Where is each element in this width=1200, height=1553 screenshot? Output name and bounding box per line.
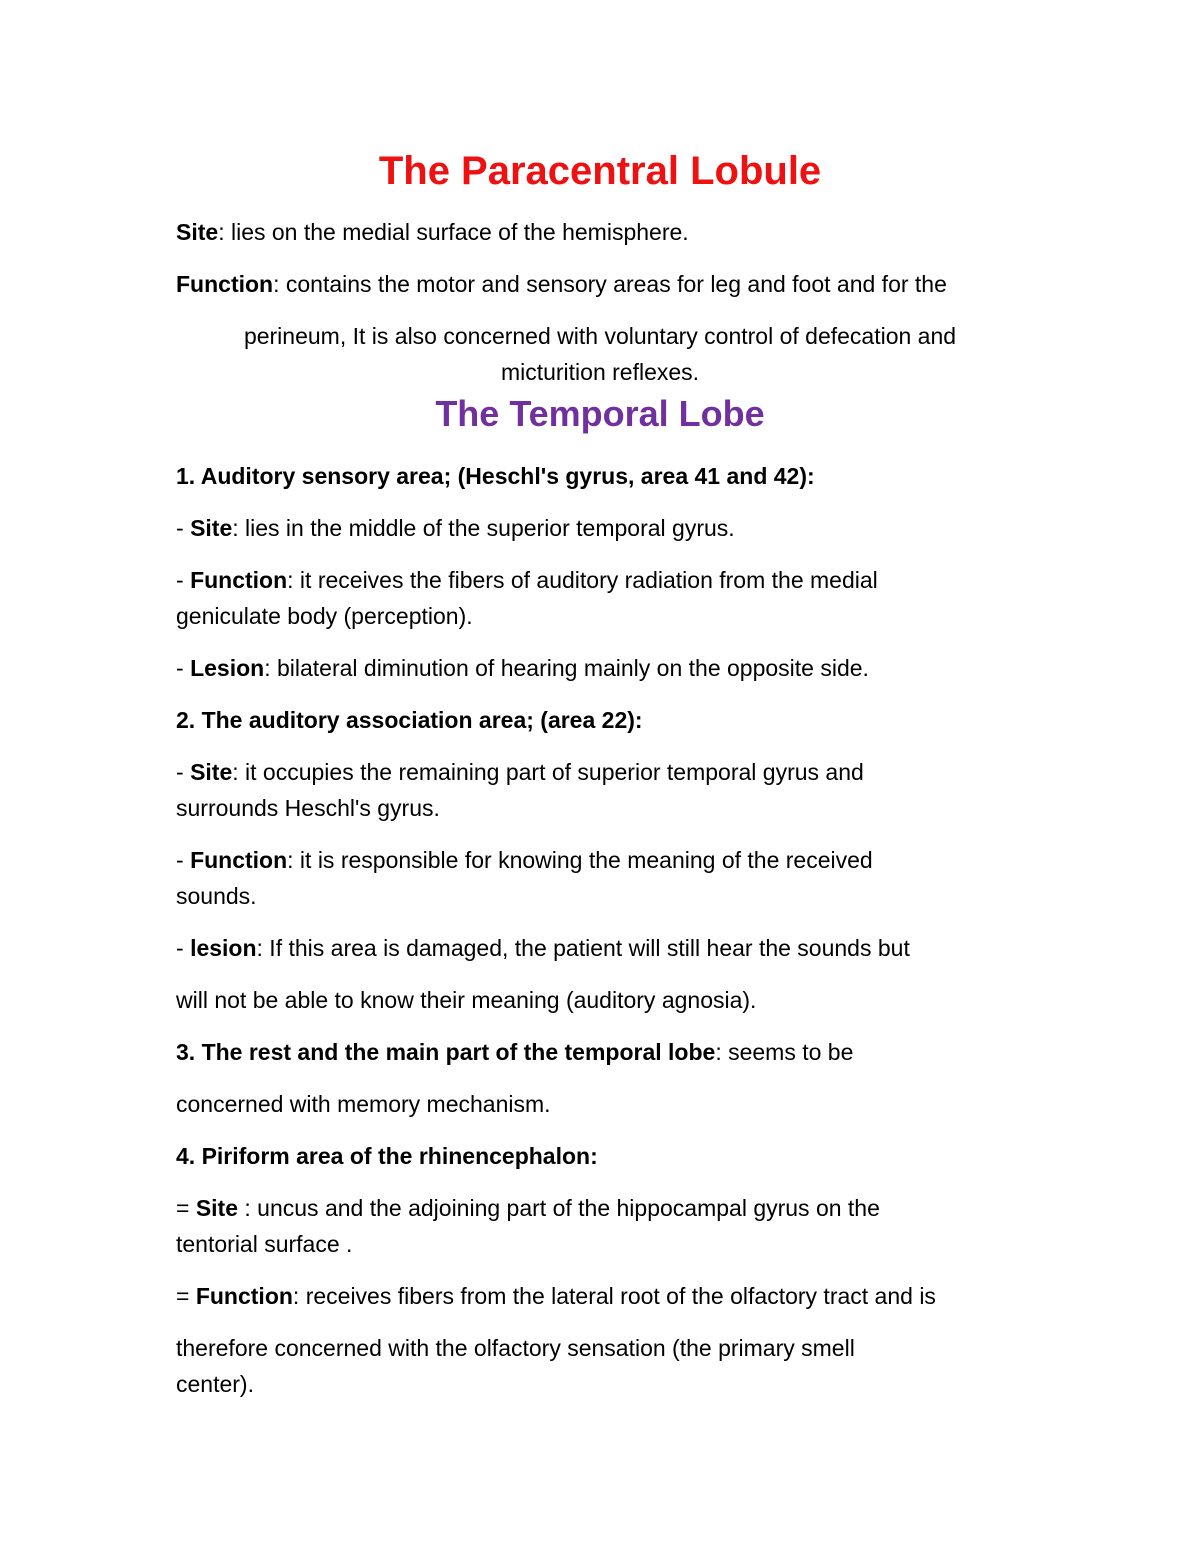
bullet-dash: - [176, 515, 191, 541]
function-label: Function [176, 271, 274, 297]
section-3-text: seems to be [721, 1039, 854, 1065]
site-text: : it occupies the remaining part of superior temporal gyrus and [232, 759, 864, 785]
section-4-site-line-2: tentorial surface . [176, 1231, 353, 1257]
section-1-site [176, 514, 735, 542]
section-1-function-line-2: geniculate body (perception). [176, 603, 473, 629]
bullet-dash: - [176, 567, 191, 593]
section-1-function [176, 566, 878, 594]
paracentral-function [176, 270, 947, 298]
function-text: : contains the motor and sensory areas for leg and foot and for the [273, 271, 947, 297]
site-label: Site [195, 1195, 239, 1221]
section-2-heading [176, 706, 643, 734]
lesion-text: : bilateral diminution of hearing mainly on the opposite side. [264, 655, 869, 681]
section-4-site [176, 1194, 880, 1222]
lesion-text: : If this area is damaged, the patient will still hear the sounds but [256, 935, 910, 961]
section-1-heading [176, 462, 815, 490]
bullet-dash: - [176, 847, 191, 873]
section-3-heading [176, 1038, 853, 1066]
site-label: Site [190, 515, 233, 541]
section-2-lesion [176, 934, 910, 962]
site-label: Site [190, 759, 233, 785]
bullet-equals: = [176, 1283, 196, 1309]
site-text: : uncus and the adjoining part of the hippocampal gyrus on the [238, 1195, 880, 1221]
bullet-dash: - [176, 759, 191, 785]
function-text: : it receives the fibers of auditory radiation from the medial [287, 567, 878, 593]
section-2-lesion-line-2: will not be able to know their meaning (auditory agnosia). [176, 987, 757, 1013]
bullet-equals: = [176, 1195, 196, 1221]
site-label: Site [176, 219, 219, 245]
function-label: Function [190, 847, 288, 873]
section-4-heading [176, 1142, 598, 1170]
section-4-function-line-3: center). [176, 1371, 254, 1397]
section-2-site-line-2: surrounds Heschl's gyrus. [176, 795, 440, 821]
function-label: Function [190, 567, 288, 593]
section-2-site [176, 758, 864, 786]
function-label: Function [195, 1283, 293, 1309]
section-1-heading-text: 1. Auditory sensory area; (Heschl's gyrus, area 41 and 42): [176, 463, 815, 489]
paracentral-function-line-3: micturition reflexes. [500, 359, 700, 385]
lesion-label: lesion [190, 935, 257, 961]
section-2-function-line-2: sounds. [176, 883, 257, 909]
section-4-function [176, 1282, 936, 1310]
paracentral-title: The Paracentral Lobule [378, 149, 822, 193]
temporal-title: The Temporal Lobe [435, 393, 765, 434]
section-4-function-line-2: therefore concerned with the olfactory sensation (the primary smell [176, 1335, 855, 1361]
function-text: : receives fibers from the lateral root of the olfactory tract and is [292, 1283, 936, 1309]
function-text: : it is responsible for knowing the meaning of the received [287, 847, 873, 873]
section-2-function [176, 846, 873, 874]
site-text: : lies on the medial surface of the hemisphere. [218, 219, 689, 245]
lesion-label: Lesion [190, 655, 265, 681]
section-4-heading-text: 4. Piriform area of the rhinencephalon: [176, 1143, 598, 1169]
paracentral-site [176, 218, 689, 246]
bullet-dash: - [176, 935, 191, 961]
section-3-heading-text: 3. The rest and the main part of the temporal lobe [176, 1039, 716, 1065]
paracentral-function-line-2: perineum, It is also concerned with voluntary control of defecation and [243, 323, 957, 349]
section-3-line-2: concerned with memory mechanism. [176, 1091, 551, 1117]
bullet-dash: - [176, 655, 191, 681]
site-text: : lies in the middle of the superior temporal gyrus. [232, 515, 735, 541]
section-2-heading-text: 2. The auditory association area; (area 22): [176, 707, 643, 733]
section-1-lesion [176, 654, 869, 682]
section-3-colon: : [715, 1039, 722, 1065]
